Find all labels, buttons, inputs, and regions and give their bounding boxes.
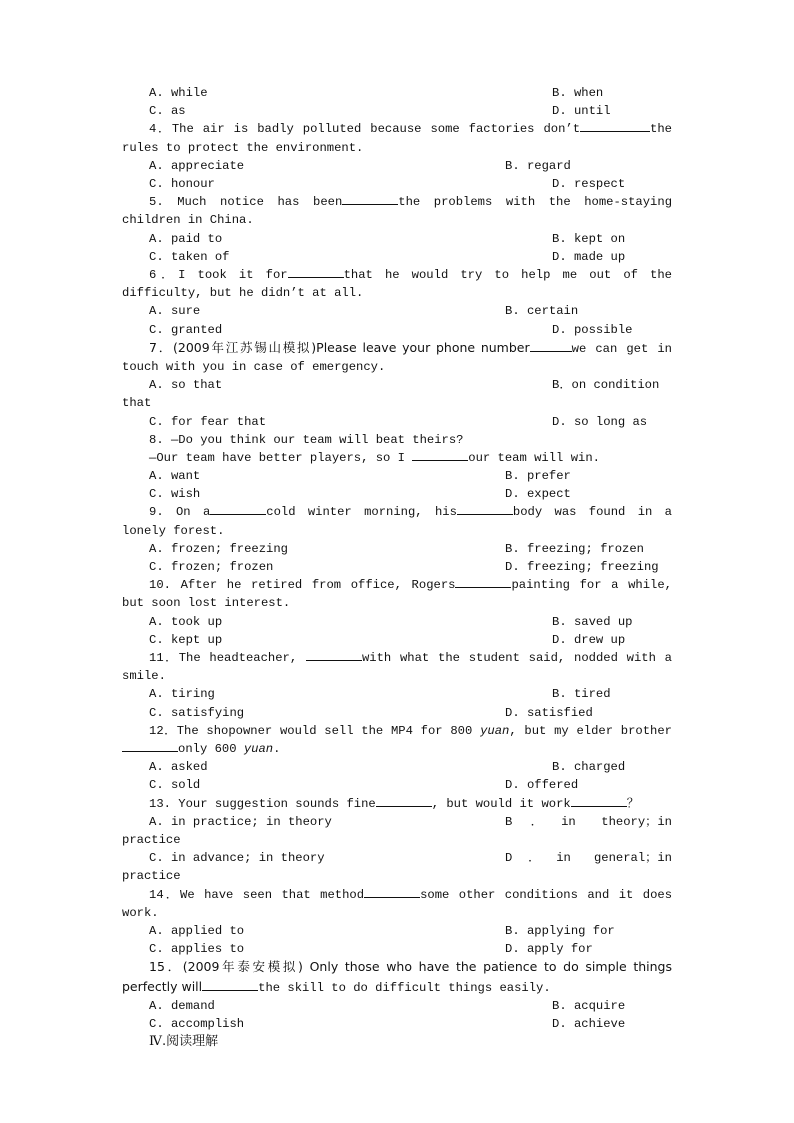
option-a: A. in practice; in theory <box>149 814 332 829</box>
option-row <box>122 849 672 867</box>
option-row <box>122 685 672 703</box>
option-a: A. applied to <box>149 923 245 938</box>
question-8-stem: 8. —Do you think our team will beat theirs? <box>149 432 464 447</box>
answer-blank <box>364 886 420 898</box>
option-row <box>122 558 672 576</box>
option-row <box>122 157 672 175</box>
answer-blank <box>202 979 258 991</box>
option-row <box>122 776 672 794</box>
option-row <box>122 376 672 394</box>
option-a: A. want <box>149 469 201 484</box>
document-body <box>122 84 672 1051</box>
option-c: C. taken of <box>149 249 230 264</box>
section-heading: Ⅳ.阅读理解 <box>149 1034 219 1050</box>
question-9-stem: 9. On a cold winter morning, his body was found in a lonely forest. <box>122 505 672 538</box>
option-b-start: B．on condition <box>552 378 660 393</box>
option-b: B. freezing; frozen <box>505 541 644 556</box>
option-a: A. took up <box>149 614 223 629</box>
option-b: B. kept on <box>552 231 626 246</box>
question-14-stem: 14．We have seen that method some other conditions and it does work. <box>122 887 673 920</box>
option-row <box>122 413 672 431</box>
option-b: B. certain <box>505 304 579 319</box>
option-a: A. sure <box>149 304 201 319</box>
answer-blank <box>376 795 432 807</box>
option-c: C. sold <box>149 778 201 793</box>
question-11-stem: 11．The headteacher, with what the student said, nodded with a smile. <box>122 651 672 684</box>
option-a: A. demand <box>149 998 215 1013</box>
option-row <box>122 302 672 320</box>
answer-blank <box>306 649 362 661</box>
question-12-stem: 12．The shopowner would sell the MP4 for 800 yuan, but my elder brotheronly 600 yuan. <box>122 722 672 758</box>
option-row <box>122 485 672 503</box>
option-a: A. appreciate <box>149 158 245 173</box>
answer-blank <box>457 503 513 515</box>
option-row <box>122 102 672 120</box>
answer-blank <box>455 576 511 588</box>
option-row <box>122 321 672 339</box>
option-d-start: D．in general；in <box>505 851 672 866</box>
option-row <box>122 813 672 831</box>
option-d: D. achieve <box>552 1016 626 1031</box>
option-c: C. frozen; frozen <box>149 560 274 575</box>
option-b: B. acquire <box>552 998 626 1013</box>
question-15-stem: 15．(2009年泰安模拟) Only those who have the patience to do simple things perfectly will the skill to do difficult things easily. <box>122 959 672 995</box>
option-b: B. tired <box>552 687 611 702</box>
option-row <box>122 540 672 558</box>
option-c: C. as <box>149 104 186 119</box>
option-d: D. apply for <box>505 942 593 957</box>
option-d: D. offered <box>505 778 579 793</box>
option-row <box>122 248 672 266</box>
option-row <box>122 997 672 1015</box>
option-b-start: B．in theory；in <box>505 814 672 829</box>
option-a: A. while <box>149 86 208 100</box>
option-a: A. asked <box>149 760 208 775</box>
option-d-wrap: practice <box>122 869 181 884</box>
question-8-reply: —Our team have better players, so I our team will win. <box>149 450 600 465</box>
option-row <box>122 175 672 193</box>
answer-blank <box>288 266 344 278</box>
option-b: B. saved up <box>552 614 633 629</box>
option-c: C. applies to <box>149 942 245 957</box>
option-row <box>122 758 672 776</box>
question-13-stem: 13. Your suggestion sounds fine , but would it work ？ <box>149 796 639 811</box>
option-b: B. charged <box>552 760 626 775</box>
option-d: D. respect <box>552 176 626 191</box>
option-d: D. made up <box>552 249 626 264</box>
option-c: C. honour <box>149 176 215 191</box>
option-row <box>122 631 672 649</box>
option-c: C. wish <box>149 487 201 502</box>
answer-blank <box>571 795 627 807</box>
option-d: D. until <box>552 104 611 119</box>
answer-blank <box>210 503 266 515</box>
option-d: D. drew up <box>552 632 626 647</box>
option-b-wrap: practice <box>122 832 181 847</box>
option-row <box>122 230 672 248</box>
question-10-stem: 10. After he retired from office, Rogers painting for a while, but soon lost interest. <box>122 578 672 611</box>
option-d: D. expect <box>505 487 571 502</box>
option-a: A. frozen; freezing <box>149 541 288 556</box>
option-c: C. accomplish <box>149 1016 245 1031</box>
answer-blank <box>342 193 398 205</box>
option-b-wrap: that <box>122 396 152 411</box>
option-c: C. for fear that <box>149 414 267 429</box>
option-d: D. freezing; freezing <box>505 560 659 575</box>
answer-blank <box>580 120 650 132</box>
question-5-stem: 5. Much notice has been the problems with the home-staying children in China. <box>122 195 673 228</box>
option-c: C. satisfying <box>149 705 245 720</box>
option-d: D. satisfied <box>505 705 593 720</box>
option-b: B. when <box>552 86 604 100</box>
option-a: A. so that <box>149 378 223 393</box>
option-c: C. granted <box>149 322 223 337</box>
option-d: D. possible <box>552 322 633 337</box>
option-row <box>122 467 672 485</box>
option-row <box>122 922 672 940</box>
answer-blank <box>530 340 572 352</box>
option-a: A. paid to <box>149 231 223 246</box>
answer-blank <box>412 449 468 461</box>
question-6-stem: 6．I took it for that he would try to help me out of the difficulty, but he didn’t at all. <box>122 267 672 301</box>
option-c: C. kept up <box>149 632 223 647</box>
option-row <box>122 940 672 958</box>
option-d: D. so long as <box>552 414 648 429</box>
option-a: A. tiring <box>149 687 215 702</box>
option-b: B. prefer <box>505 469 571 484</box>
option-b: B. regard <box>505 158 571 173</box>
question-4-stem: 4．The air is badly polluted because some factories don’t the rules to protect the environment. <box>122 122 672 155</box>
question-7-stem: 7．(2009年江苏锡山模拟)Please leave your phone number we can get in touch with you in case of emergency. <box>122 339 672 374</box>
option-c: C. in advance; in theory <box>149 851 325 866</box>
option-b: B. applying for <box>505 923 615 938</box>
option-row <box>122 704 672 722</box>
option-row <box>122 1015 672 1033</box>
option-row <box>122 613 672 631</box>
option-row <box>122 84 672 102</box>
